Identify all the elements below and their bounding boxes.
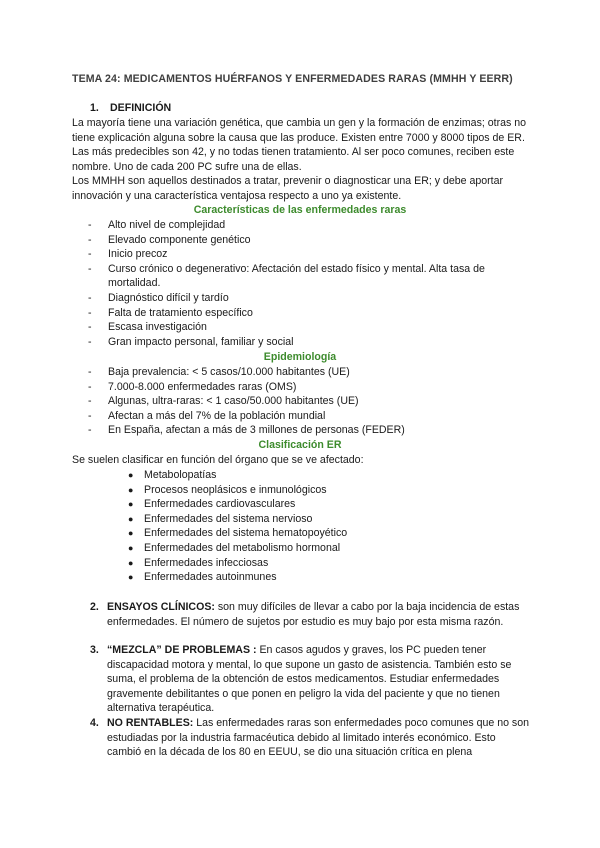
bullet-marker: ● <box>128 484 134 495</box>
dash-marker: - <box>88 233 92 246</box>
section-4-number: 4. <box>90 717 99 729</box>
section-4 <box>90 716 532 760</box>
list-item: ● Enfermedades del metabolismo hormonal <box>128 541 341 554</box>
dash-marker: - <box>88 306 92 319</box>
section-2-number: 2. <box>90 601 99 613</box>
list-item: - 7.000-8.000 enfermedades raras (OMS) <box>88 380 297 393</box>
document-title: TEMA 24: MEDICAMENTOS HUÉRFANOS Y ENFERMEDADES RARAS (MMHH Y EERR) <box>72 73 513 85</box>
bullet-marker: ● <box>128 528 134 539</box>
list-item: - Algunas, ultra-raras: < 1 caso/50.000 habitantes (UE) <box>88 395 359 408</box>
epidemiology-list <box>88 365 528 438</box>
dash-marker: - <box>88 262 92 275</box>
list-item: - Inicio precoz <box>88 248 168 261</box>
dash-marker: - <box>88 219 92 231</box>
section-1-heading <box>90 101 171 116</box>
classification-heading: Clasificación ER <box>258 439 342 451</box>
dash-marker: - <box>88 321 92 334</box>
bullet-marker: ● <box>128 542 134 553</box>
bullet-marker: ● <box>128 513 134 524</box>
list-item: ● Procesos neoplásicos e inmunológicos <box>128 483 327 496</box>
section-2 <box>90 600 532 629</box>
classification-list <box>128 468 528 585</box>
section-3-text: En casos agudos y graves, los PC pueden tener discapacidad motora y mental, lo que supone un gasto de asistencia. También esto se suma, el problema de la obtención de estos medicamentos. Estudiar enfermedades gravemente debilitantes o que ponen en peligro la vida del paciente y que no tienen alternativa terapéutica. <box>107 644 512 715</box>
definition-paragraph-1: La mayoría tiene una variación genética, que cambia un gen y la formación de enzimas; otras no tiene explicación alguna sobre la causa que las produce. Existen entre 7000 y 8000 tipos de ER. Las más predecibles son 42, y no todas tienen tratamiento. Al ser poco comunes, reciben este nombre. Uno de cada 200 PC sufre una de ellas. <box>72 117 527 173</box>
dash-marker: - <box>88 409 92 422</box>
dash-marker: - <box>88 335 92 348</box>
list-item: - Falta de tratamiento específico <box>88 306 253 319</box>
epidemiology-heading: Epidemiología <box>263 351 337 363</box>
classification-intro: Se suelen clasificar en función del órgano que se ve afectado: <box>72 454 364 466</box>
list-item: ● Enfermedades autoinmunes <box>128 571 277 584</box>
list-item: ● Enfermedades cardiovasculares <box>128 498 296 511</box>
list-item: ● Enfermedades del sistema nervioso <box>128 512 313 525</box>
list-item: ● Metabolopatías <box>128 469 217 481</box>
list-item: - En España, afectan a más de 3 millones de personas (FEDER) <box>88 424 405 437</box>
section-4-heading: NO RENTABLES: <box>107 717 194 729</box>
dash-marker: - <box>88 248 92 261</box>
dash-marker: - <box>88 395 92 408</box>
section-4-text: Las enfermedades raras son enfermedades poco comunes que no son estudiadas por la industria farmacéutica debido al limitado interés económico. Esto cambió en la década de los 80 en EEUU, se dio una situación crítica en plena <box>107 717 530 759</box>
section-3-number: 3. <box>90 644 99 656</box>
list-item: ● Enfermedades del sistema hematopoyético <box>128 527 348 540</box>
bullet-marker: ● <box>128 499 134 510</box>
dash-marker: - <box>88 380 92 393</box>
list-item: - Escasa investigación <box>88 321 207 334</box>
list-item: - Baja prevalencia: < 5 casos/10.000 habitantes (UE) <box>88 366 350 378</box>
bullet-marker: ● <box>128 572 134 583</box>
characteristics-heading: Características de las enfermedades raras <box>193 204 407 216</box>
section-3 <box>90 643 532 716</box>
dash-marker: - <box>88 366 92 378</box>
section-2-heading: ENSAYOS CLÍNICOS: <box>107 601 215 613</box>
section-1-title: DEFINICIÓN <box>110 102 172 114</box>
list-item: - Diagnóstico difícil y tardío <box>88 291 229 304</box>
definition-paragraph-2: Los MMHH son aquellos destinados a tratar, prevenir o diagnosticar una ER; y debe aportar innovación y una característica ventajosa respecto a uno ya existente. <box>72 175 504 202</box>
list-item: ● Enfermedades infecciosas <box>128 556 269 569</box>
section-1-number: 1. <box>90 102 99 114</box>
dash-marker: - <box>88 291 92 304</box>
dash-marker: - <box>88 424 92 437</box>
characteristics-list <box>88 218 528 349</box>
list-item: - Elevado componente genético <box>88 233 251 246</box>
list-item: - Afectan a más del 7% de la población mundial <box>88 409 326 422</box>
bullet-marker: ● <box>128 470 134 480</box>
list-item: - Gran impacto personal, familiar y social <box>88 335 294 348</box>
list-item: - Alto nivel de complejidad <box>88 219 226 231</box>
list-item: - Curso crónico o degenerativo: Afectación del estado físico y mental. Alta tasa de mortalidad. <box>88 262 485 290</box>
section-3-heading: “MEZCLA” DE PROBLEMAS : <box>107 644 257 656</box>
bullet-marker: ● <box>128 557 134 568</box>
section-2-text: son muy difíciles de llevar a cabo por la baja incidencia de estas enfermedades. El número de sujetos por estudio es muy bajo por esta misma razón. <box>107 601 520 628</box>
